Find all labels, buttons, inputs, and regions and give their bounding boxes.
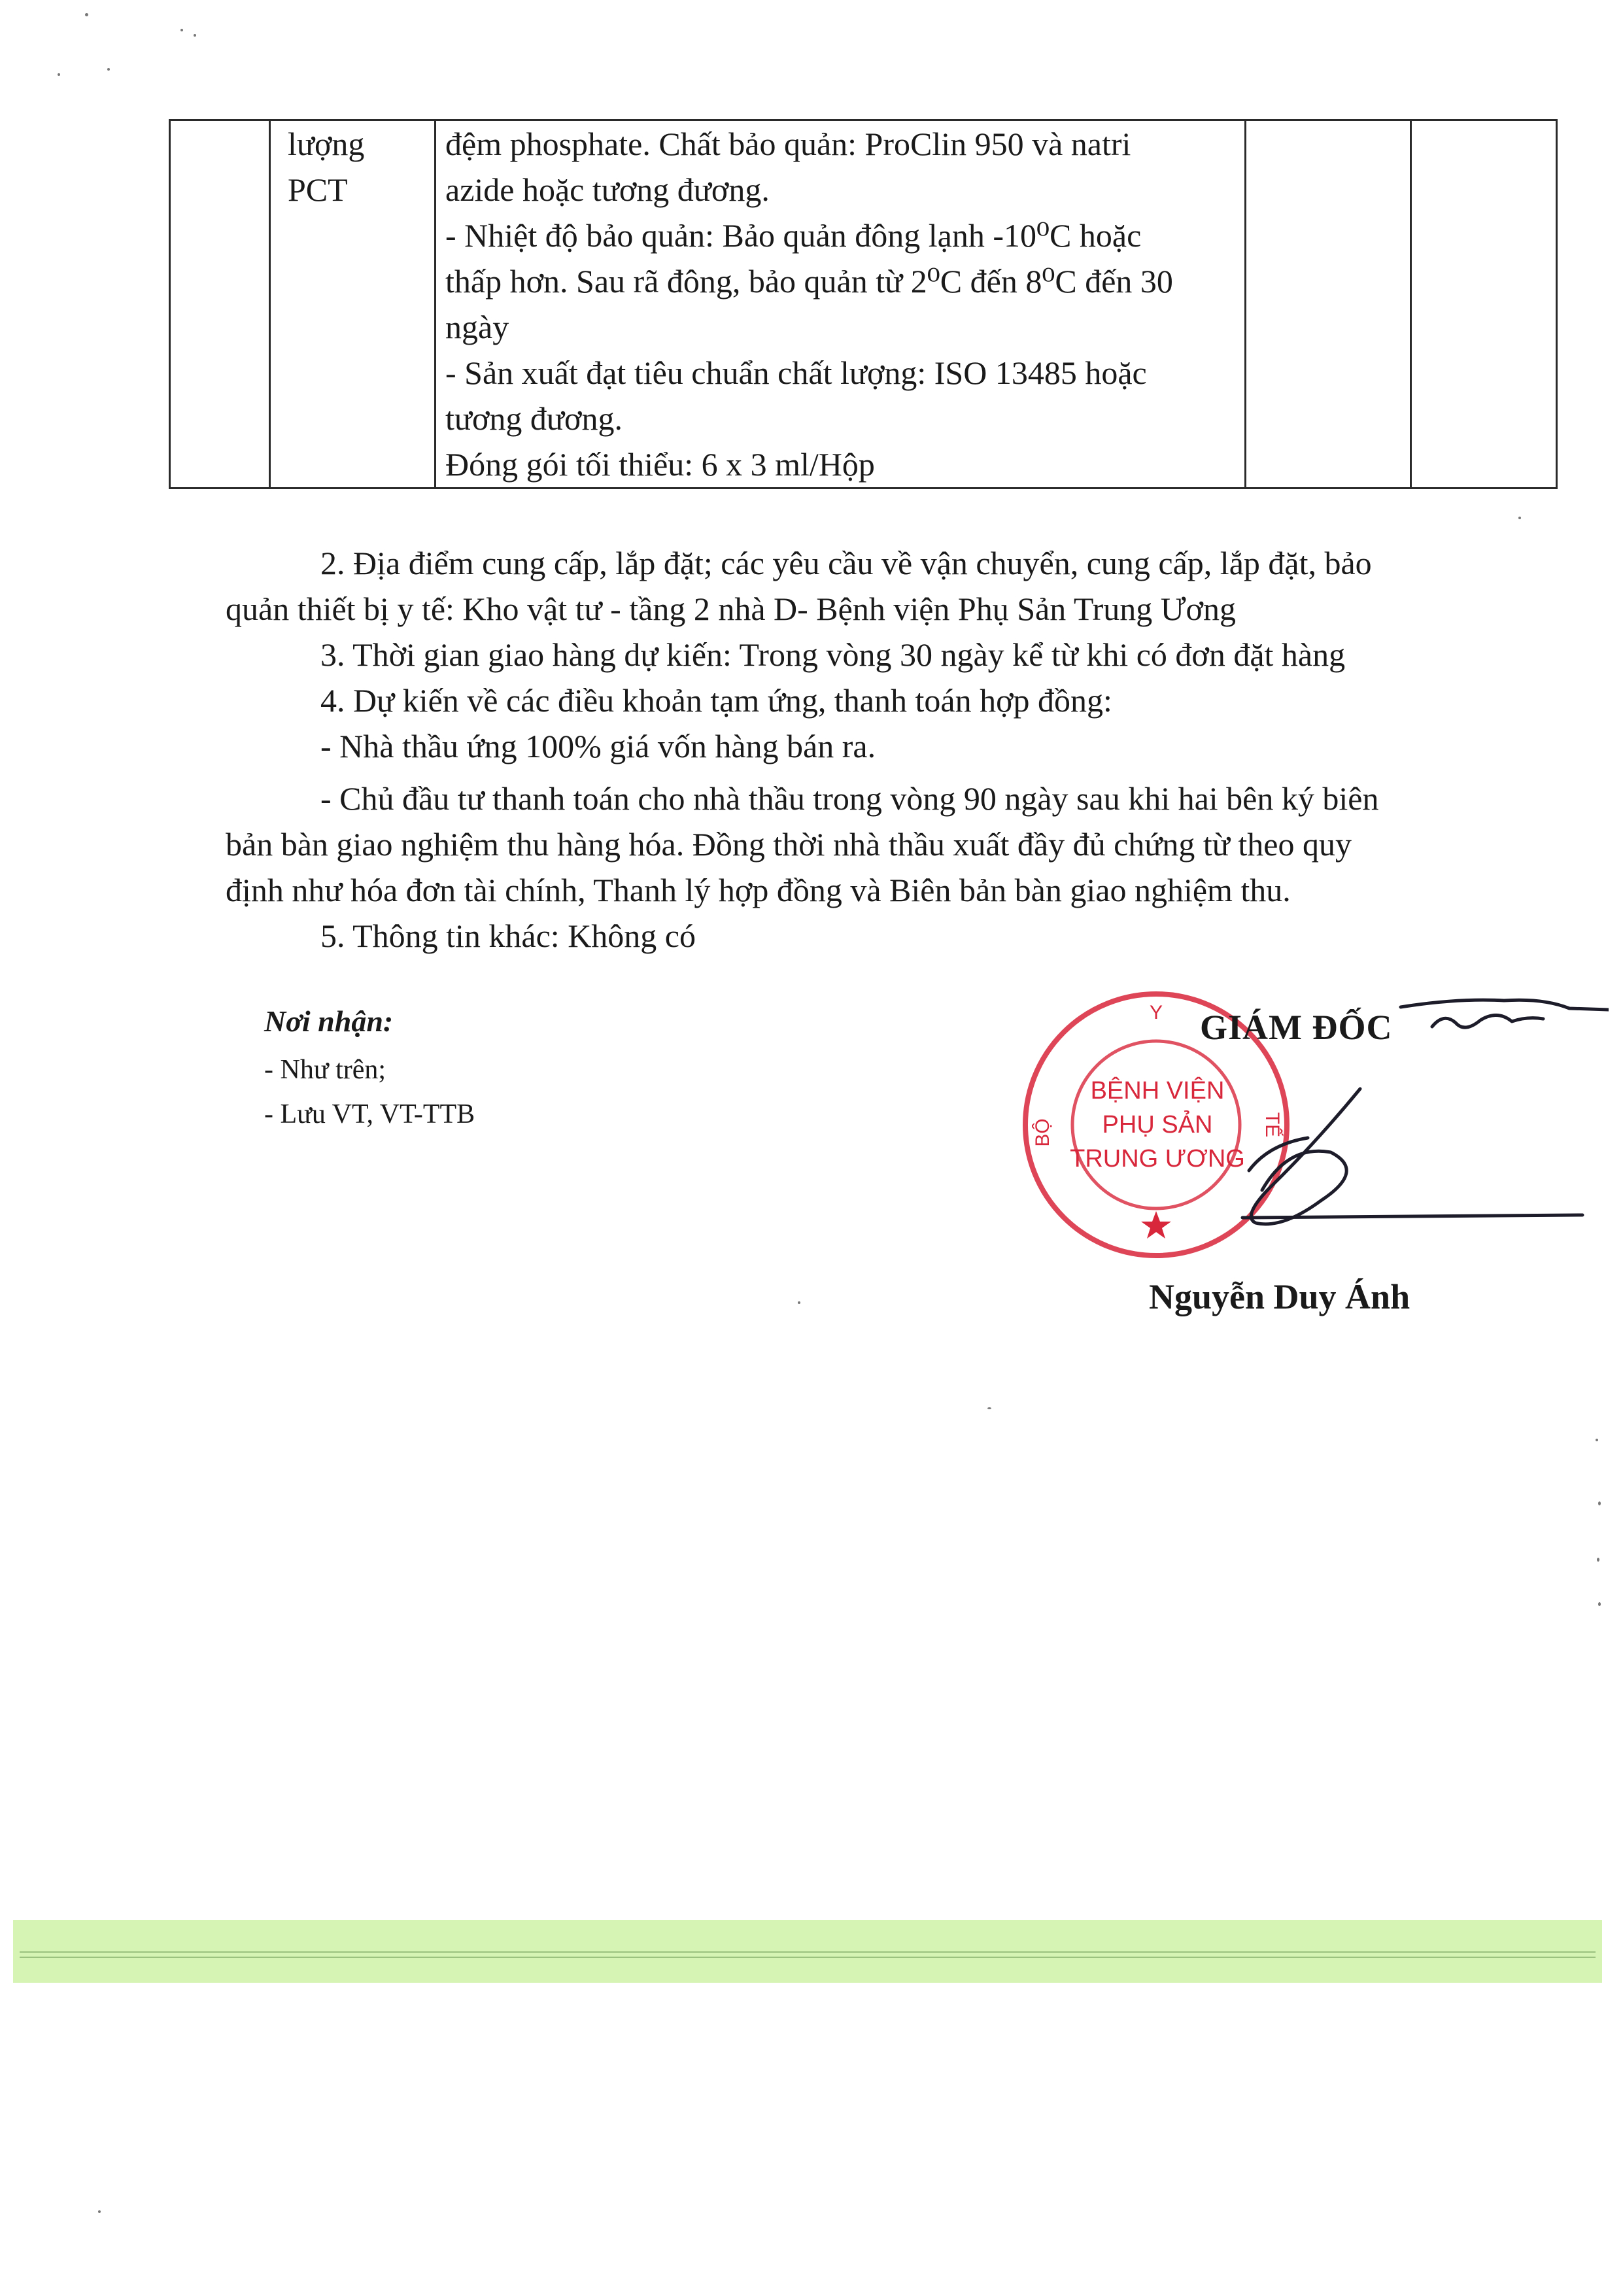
paragraph-delivery-time: 3. Thời gian giao hàng dự kiến: Trong vòng 30 ngày kể từ khi có đơn đặt hàng — [320, 636, 1346, 673]
handwritten-signature — [1151, 981, 1609, 1256]
seal-right-text: TẾ — [1261, 1112, 1283, 1138]
paragraph-delivery-location-line2: quản thiết bị y tế: Kho vật tư - tầng 2 nhà D- Bệnh viện Phụ Sản Trung Ương — [226, 591, 1236, 627]
scan-speck — [58, 73, 60, 76]
paragraph-delivery-location-line1: 2. Địa điểm cung cấp, lắp đặt; các yêu cầu về vận chuyển, cung cấp, lắp đặt, bảo — [320, 545, 1372, 581]
paragraph-payment-line3: định như hóa đơn tài chính, Thanh lý hợp đồng và Biên bản bàn giao nghiệm thu. — [226, 872, 1291, 908]
scan-speck — [107, 68, 110, 71]
paragraph-payment-line2: bản bàn giao nghiệm thu hàng hóa. Đồng thời nhà thầu xuất đầy đủ chứng từ theo quy — [226, 826, 1352, 863]
spec-table — [169, 119, 1558, 489]
signer-title: GIÁM ĐỐC — [1200, 1008, 1393, 1047]
table-cell-item-name — [270, 120, 436, 488]
scan-speck — [1596, 1439, 1598, 1441]
paragraph-other-info: 5. Thông tin khác: Không có — [320, 917, 696, 954]
scan-speck — [1598, 1501, 1601, 1505]
recipients-title: Nơi nhận: — [264, 1004, 394, 1038]
band-line — [20, 1951, 1596, 1953]
band-line — [20, 1957, 1596, 1958]
scan-speck — [194, 34, 196, 37]
scan-speck — [798, 1301, 800, 1304]
scan-speck — [1518, 517, 1521, 519]
recipient-item: - Như trên; — [264, 1055, 386, 1085]
scan-speck — [180, 29, 183, 31]
spec-line: tương đương. — [445, 400, 623, 437]
table-cell-specification — [436, 120, 1246, 488]
spec-line: ngày — [445, 309, 509, 345]
seal-top-letter: Y — [1149, 1002, 1163, 1023]
paragraph-payment-terms: 4. Dự kiến về các điều khoản tạm ứng, thanh toán hợp đồng: — [320, 682, 1112, 719]
table-cell-empty — [1411, 120, 1557, 488]
seal-left-text: BỘ — [1032, 1118, 1053, 1147]
seal-line: PHỤ SẢN — [1102, 1111, 1213, 1139]
recipient-item: - Lưu VT, VT-TTB — [264, 1099, 475, 1129]
paragraph-advance-payment: - Nhà thầu ứng 100% giá vốn hàng bán ra. — [320, 728, 876, 764]
scan-speck — [987, 1407, 991, 1409]
scan-speck — [85, 13, 88, 16]
item-name-line: lượng — [288, 126, 365, 162]
spec-line: đệm phosphate. Chất bảo quản: ProClin 950 và natri — [445, 126, 1131, 162]
paragraph-payment-line1: - Chủ đầu tư thanh toán cho nhà thầu trong vòng 90 ngày sau khi hai bên ký biên — [320, 780, 1379, 817]
table-row — [170, 120, 1557, 488]
seal-line: TRUNG ƯƠNG — [1070, 1145, 1245, 1173]
spec-line: thấp hơn. Sau rã đông, bảo quản từ 2⁰C đến 8⁰C đến 30 — [445, 263, 1173, 300]
signer-name: Nguyễn Duy Ánh — [1149, 1277, 1410, 1316]
table-cell-index — [170, 120, 270, 488]
seal-line: BỆNH VIỆN — [1090, 1077, 1225, 1105]
spec-line: - Sản xuất đạt tiêu chuẩn chất lượng: ISO 13485 hoặc — [445, 354, 1147, 391]
spec-line: azide hoặc tương đương. — [445, 171, 770, 208]
scan-speck — [1597, 1558, 1599, 1562]
spec-line: Đóng gói tối thiểu: 6 x 3 ml/Hộp — [445, 446, 875, 483]
table-cell-empty — [1246, 120, 1411, 488]
spec-line: - Nhiệt độ bảo quản: Bảo quản đông lạnh -10⁰C hoặc — [445, 217, 1142, 254]
scan-speck — [98, 2210, 101, 2213]
item-name-line: PCT — [288, 171, 348, 208]
scan-speck — [1598, 1602, 1601, 1606]
